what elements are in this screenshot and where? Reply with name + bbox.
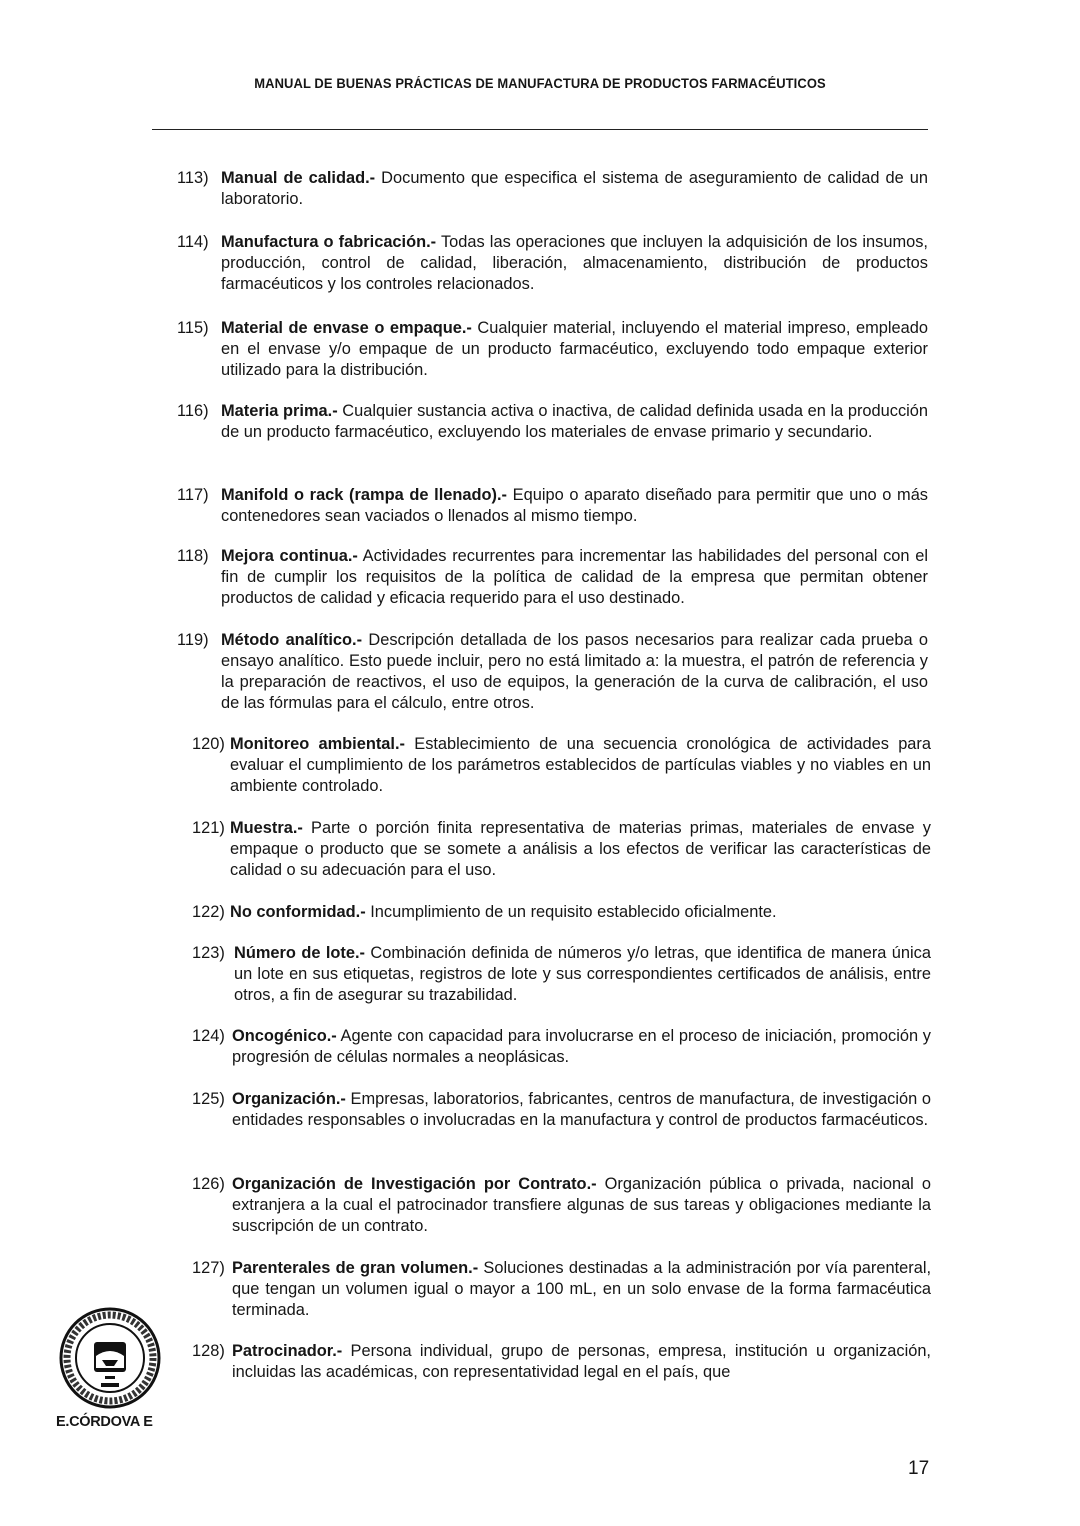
entry-term: No conformidad.- xyxy=(230,903,366,921)
entry-definition: Establecimiento de una secuencia cronológica de actividades para evaluar el cumplimiento de los parámetros establecidos de partículas viables y no viables en un ambiente controlado. xyxy=(230,735,931,795)
definition-entry xyxy=(192,943,931,1006)
entry-number: 114) xyxy=(177,233,209,251)
entry-number: 124) xyxy=(192,1027,225,1045)
entry-term: Manufactura o fabricación.- xyxy=(221,233,437,251)
definition-entry xyxy=(177,232,928,295)
definition-entry xyxy=(192,1258,932,1321)
definition-entry xyxy=(177,401,929,443)
entry-definition: Documento que especifica el sistema de aseguramiento de calidad de un laboratorio. xyxy=(221,169,928,208)
entry-term: Parenterales de gran volumen.- xyxy=(232,1259,479,1277)
entry-number: 126) xyxy=(192,1175,225,1193)
entry-number: 128) xyxy=(192,1342,225,1360)
entry-definition: Persona individual, grupo de personas, empresa, institución u organización, incluidas las académicas, con representatividad legal en el país, que xyxy=(232,1342,931,1381)
entry-definition: Organización pública o privada, nacional o extranjera a la cual el patrocinador transfiere algunas de sus tareas y obligaciones mediante la suscripción de un contrato. xyxy=(232,1175,931,1235)
entry-definition: Descripción detallada de los pasos necesarios para realizar cada prueba o ensayo analítico. Esto puede incluir, pero no está limitado a: la muestra, el patrón de referencia y la preparación de reactivos, el uso de equipos, la generación de la curva de calibración, el uso de las fórmulas para el cálculo, entre otros. xyxy=(221,631,928,712)
definition-entry xyxy=(192,1341,931,1383)
entry-term: Organización.- xyxy=(232,1090,346,1108)
entry-term: Organización de Investigación por Contrato.- xyxy=(232,1175,597,1193)
entry-definition: Cualquier sustancia activa o inactiva, de calidad definida usada en la producción de un producto farmacéutico, excluyendo los materiales de envase primario y secundario. xyxy=(221,402,929,441)
page-header-title: MANUAL DE BUENAS PRÁCTICAS DE MANUFACTURA DE PRODUCTOS FARMACÉUTICOS xyxy=(254,76,826,91)
entry-definition: Parte o porción finita representativa de materias primas, materiales de envase y empaque o producto que se somete a análisis a los efectos de verificar las características de calidad o su adecuación para el uso. xyxy=(230,819,931,879)
entry-definition: Todas las operaciones que incluyen la adquisición de los insumos, producción, control de calidad, liberación, almacenamiento, distribución de productos farmacéuticos y los controles relacionados. xyxy=(221,233,928,293)
entry-term: Patrocinador.- xyxy=(232,1342,343,1360)
definition-entry xyxy=(192,1174,931,1237)
entry-number: 113) xyxy=(177,169,209,187)
entry-term: Monitoreo ambiental.- xyxy=(230,735,405,753)
entry-term: Número de lote.- xyxy=(234,944,366,962)
definition-entry xyxy=(177,318,928,381)
entry-definition: Empresas, laboratorios, fabricantes, centros de manufactura, de investigación o entidades responsables o involucradas en la manufactura y control de productos farmacéuticos. xyxy=(232,1090,931,1129)
entry-definition: Agente con capacidad para involucrarse en el proceso de iniciación, promoción y progresión de células normales a neoplásicas. xyxy=(232,1027,931,1066)
page-number: 17 xyxy=(908,1458,930,1479)
entry-number: 120) xyxy=(192,735,225,753)
header-rule xyxy=(152,129,928,130)
entry-term: Mejora continua.- xyxy=(221,547,358,565)
entry-number: 119) xyxy=(177,631,209,649)
definition-entry xyxy=(192,1089,931,1131)
entry-definition: Soluciones destinadas a la administración por vía parenteral, que tengan un volumen igual o mayor a 100 mL, en un solo envase de la forma farmacéutica terminada. xyxy=(232,1259,932,1319)
entry-definition: Cualquier material, incluyendo el material impreso, empleado en el envase y/o empaque de un producto farmacéutico, excluyendo todo empaque exterior utilizado para la distribución. xyxy=(221,319,928,379)
entry-term: Método analítico.- xyxy=(221,631,363,649)
seal-signature-name: E.CÓRDOVA E xyxy=(56,1414,153,1430)
entry-term: Oncogénico.- xyxy=(232,1027,337,1045)
entry-definition: Combinación definida de números y/o letras, que identifica de manera única un lote en sus etiquetas, registros de lote y sus correspondientes certificados de análisis, entre otros, a fin de asegurar su trazabilidad. xyxy=(234,944,931,1004)
definition-entry xyxy=(192,734,931,797)
entry-number: 123) xyxy=(192,944,225,962)
entry-term: Materia prima.- xyxy=(221,402,338,420)
entry-number: 122) xyxy=(192,903,225,921)
entry-number: 116) xyxy=(177,402,209,420)
entry-number: 127) xyxy=(192,1259,225,1277)
definition-entry xyxy=(177,168,928,210)
entry-term: Muestra.- xyxy=(230,819,303,837)
entry-definition: Actividades recurrentes para incrementar las habilidades del personal con el fin de cumplir los requisitos de la política de calidad de la empresa que permitan obtener productos de calidad y eficacia requerido para el uso destinado. xyxy=(221,547,928,607)
definition-entry xyxy=(192,818,931,881)
entry-term: Manifold o rack (rampa de llenado).- xyxy=(221,486,507,504)
definition-entry xyxy=(192,1026,931,1068)
definition-entry xyxy=(192,902,931,923)
entry-definition: Incumplimiento de un requisito establecido oficialmente. xyxy=(365,903,777,921)
definition-entry xyxy=(177,630,928,714)
official-seal-stamp xyxy=(58,1306,162,1410)
definition-entry xyxy=(177,485,928,527)
entry-number: 121) xyxy=(192,819,225,837)
entry-term: Material de envase o empaque.- xyxy=(221,319,472,337)
entry-definition: Equipo o aparato diseñado para permitir que uno o más contenedores sean vaciados o llenados al mismo tiempo. xyxy=(221,486,928,525)
entry-number: 118) xyxy=(177,547,209,565)
entry-number: 115) xyxy=(177,319,209,337)
entry-number: 117) xyxy=(177,486,209,504)
entry-term: Manual de calidad.- xyxy=(221,169,376,187)
definition-entry xyxy=(177,546,928,609)
entry-number: 125) xyxy=(192,1090,225,1108)
